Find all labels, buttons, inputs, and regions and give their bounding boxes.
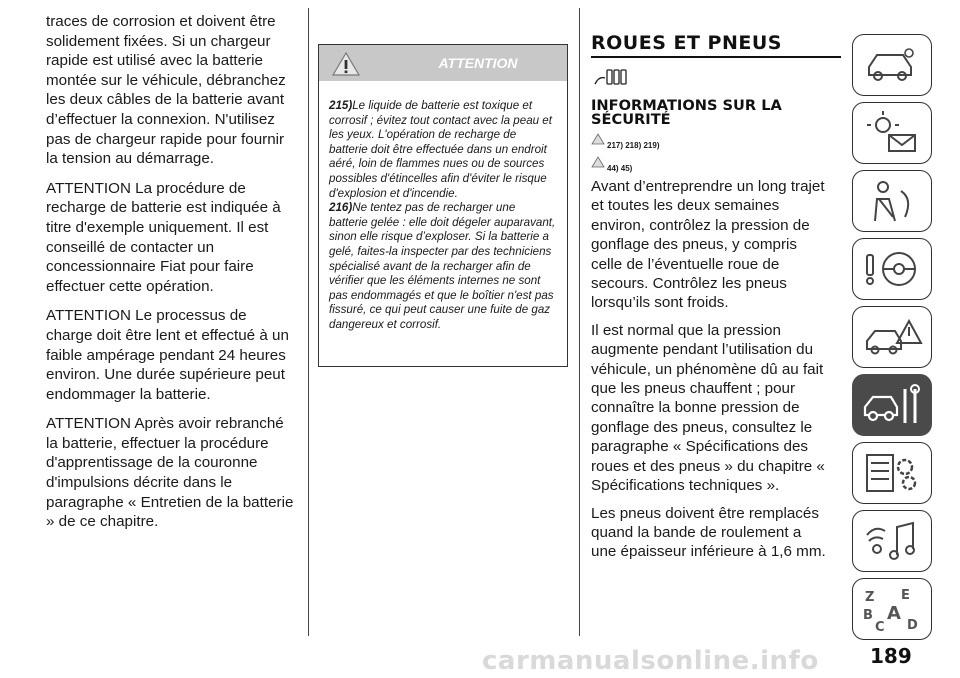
- page-number: 189: [870, 644, 912, 668]
- tab-specifications[interactable]: [852, 442, 932, 504]
- reference-numbers: 44) 45): [607, 164, 633, 173]
- tab-steering[interactable]: [852, 238, 932, 300]
- svg-text:A: A: [887, 603, 901, 624]
- chapter-tabs: [852, 34, 934, 646]
- heading-rule: [591, 56, 841, 58]
- svg-text:D: D: [907, 618, 918, 633]
- paragraph: Les pneus doivent être remplacés quand la bande de roulement a une épaisseur inférieure à 1,6 mm.: [591, 504, 826, 561]
- svg-text:B: B: [863, 608, 873, 623]
- maintenance-icon: [861, 381, 923, 429]
- paragraph: Il est normal que la pression augmente pendant l’utilisation du véhicule, un phénomène dû au fait que les pneus chauffent ; pour connaître la bonne pression de gonflage des pneus, consultez le paragraphe « Spécifications des roues et des pneus » du chapitre « Spécifications techniques ».: [591, 321, 825, 495]
- warning-triangle-icon: [591, 133, 605, 145]
- tab-index[interactable]: [852, 578, 932, 640]
- watermark: carmanualsonline.info: [482, 646, 819, 676]
- warning-header: [319, 45, 567, 81]
- warning-text: Ne tentez pas de recharger une batterie gelée : elle doit dégeler auparavant, sinon elle risque d’exploser. Si la batterie a gelé, faites-la inspecter par des techniciens spécialisé avant de la recharger afin de vérifier que les éléments internes ne sont pas endommagés et que le boîtier n'est pas fissuré, ce qui peut causer une fuite de gaz dangereux et corrosif.: [329, 201, 556, 331]
- svg-text:Z: Z: [865, 590, 875, 605]
- column-divider: [308, 8, 309, 636]
- caution-icon: [591, 156, 605, 168]
- warning-number: 215): [329, 99, 353, 112]
- paragraph: ATTENTION La procédure de recharge de batterie est indiquée à titre d'exemple uniquement. Il est conseillé de contacter un concessionnaire Fiat pour faire effectuer cette opération.: [46, 179, 281, 295]
- warning-triangle-icon: [331, 51, 361, 77]
- safety-icon: [861, 177, 923, 225]
- steering-icon: [861, 245, 923, 293]
- left-column: [46, 0, 296, 542]
- tab-maintenance[interactable]: [852, 374, 932, 436]
- svg-text:C: C: [875, 620, 885, 633]
- tab-emergency[interactable]: [852, 306, 932, 368]
- warning-text: Le liquide de batterie est toxique et corrosif ; évitez tout contact avec la peau et les yeux. L'opération de recharge de batterie doit être effectuée dans un endroit aéré, loin de flammes nues ou de sources possibles d'étincelles afin d'éviter le risque d'explosion et d'incendie.: [329, 99, 552, 200]
- tab-car[interactable]: [852, 34, 932, 96]
- multimedia-icon: [861, 517, 923, 565]
- right-column: [591, 0, 829, 570]
- paragraph: ATTENTION Après avoir rebranché la batterie, effectuer la procédure d'apprentissage de la couronne d'impulsions décrite dans le paragraphe « Entretien de la batterie » de ce chapitre.: [46, 415, 294, 531]
- reference-row: [591, 133, 829, 150]
- reference-numbers: 217) 218) 219): [607, 141, 660, 150]
- subsection-heading: INFORMATIONS SUR LA SÉCURITÉ: [591, 97, 782, 128]
- paragraph: ATTENTION Le processus de charge doit être lent et effectué à un faible ampérage pendant 24 heures environ. Une durée supérieure peut endommager la batterie.: [46, 307, 289, 403]
- column-divider: [579, 8, 580, 636]
- emergency-icon: [861, 313, 923, 361]
- tab-safety[interactable]: [852, 170, 932, 232]
- specifications-icon: [861, 449, 923, 497]
- warning-lights-icon: [861, 109, 923, 157]
- reference-row: [591, 156, 829, 173]
- warning-number: 216): [329, 201, 353, 215]
- index-icon: [861, 585, 923, 633]
- warning-box: [318, 44, 568, 367]
- section-heading: ROUES ET PNEUS: [591, 32, 782, 54]
- paragraph: traces de corrosion et doivent être solidement fixées. Si un chargeur rapide est utilisé avec la batterie montée sur le véhicule, débranchez les deux câbles de la batterie avant d’effectuer la connexion. N'utilisez pas de chargeur rapide pour fournir la tension au démarrage.: [46, 13, 286, 168]
- tab-multimedia[interactable]: [852, 510, 932, 572]
- warning-title: ATTENTION: [438, 55, 518, 71]
- paragraph: Avant d’entreprendre un long trajet et toutes les deux semaines environ, contrôlez la pression de gonflage des pneus, y compris celle de l’éventuelle roue de secours. Contrôlez les pneus lorsqu’ils sont froids.: [591, 178, 825, 312]
- tab-warning-lights[interactable]: [852, 102, 932, 164]
- tire-icon: [591, 66, 631, 88]
- car-icon: [861, 41, 923, 89]
- svg-text:E: E: [901, 588, 910, 603]
- warning-body: [319, 81, 567, 333]
